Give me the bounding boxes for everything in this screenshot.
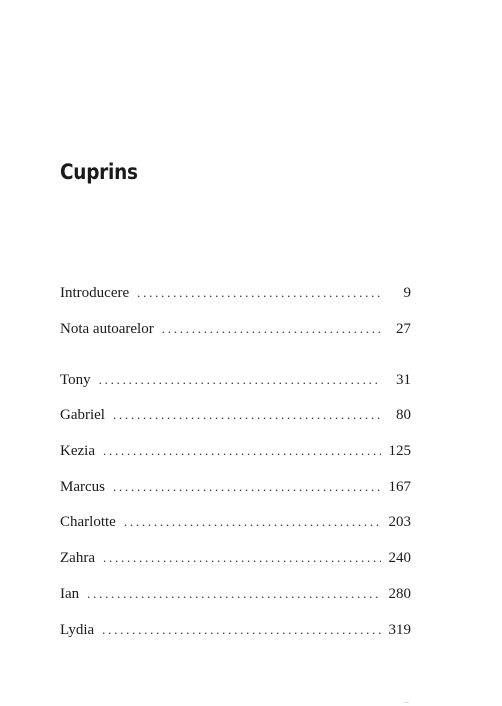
dot-leader [162, 321, 381, 337]
page-edge-mark [404, 702, 409, 703]
dot-leader [102, 622, 380, 638]
toc-entry-label: Tony [60, 371, 91, 388]
toc-entry-label: Marcus [60, 478, 105, 495]
dot-leader [99, 372, 381, 388]
toc-entry-label: Zahra [60, 550, 95, 567]
toc-entry-label: Lydia [60, 621, 95, 638]
toc-entry-page-number: 167 [388, 478, 411, 495]
dot-leader [87, 586, 380, 602]
toc-entry-page-number: 280 [388, 585, 411, 602]
dot-leader [103, 443, 381, 459]
toc-entry-label: Charlotte [60, 514, 116, 531]
toc-entry-page-number: 27 [396, 320, 411, 337]
dot-leader [124, 514, 381, 530]
dot-leader [113, 479, 381, 495]
toc-entry-page-number: 319 [388, 621, 411, 638]
toc-entry-label: Nota autoarelor [60, 320, 154, 337]
toc-entry-page-number: 203 [388, 514, 411, 531]
toc-entry-label: Ian [60, 585, 80, 602]
dot-leader [113, 407, 381, 423]
toc-entry-ian [60, 586, 411, 610]
dot-leader [137, 285, 381, 301]
toc-entry-marcus [60, 479, 411, 503]
toc-entry-zahra [60, 550, 411, 574]
toc-entry-kezia [60, 443, 411, 467]
toc-entry-page-number: 240 [388, 550, 411, 567]
toc-entry-label: Introducere [60, 285, 130, 301]
toc-entry-page-number: 125 [388, 443, 411, 460]
toc-entry-page-number: 9 [403, 285, 411, 301]
toc-entry-label: Gabriel [60, 407, 105, 424]
toc-entry-introducere [60, 285, 411, 309]
dot-leader [103, 550, 381, 566]
toc-entry-charlotte [60, 514, 411, 538]
toc-entry-page-number: 31 [396, 371, 411, 388]
table-of-contents [60, 285, 411, 657]
page-title: Cuprins [60, 160, 138, 184]
toc-entry-label: Kezia [60, 443, 95, 460]
toc-entry-nota-autoarelor [60, 321, 411, 345]
toc-entry-page-number: 80 [396, 407, 411, 424]
toc-entry-lydia [60, 622, 411, 646]
toc-entry-tony [60, 372, 411, 396]
toc-entry-gabriel [60, 407, 411, 431]
